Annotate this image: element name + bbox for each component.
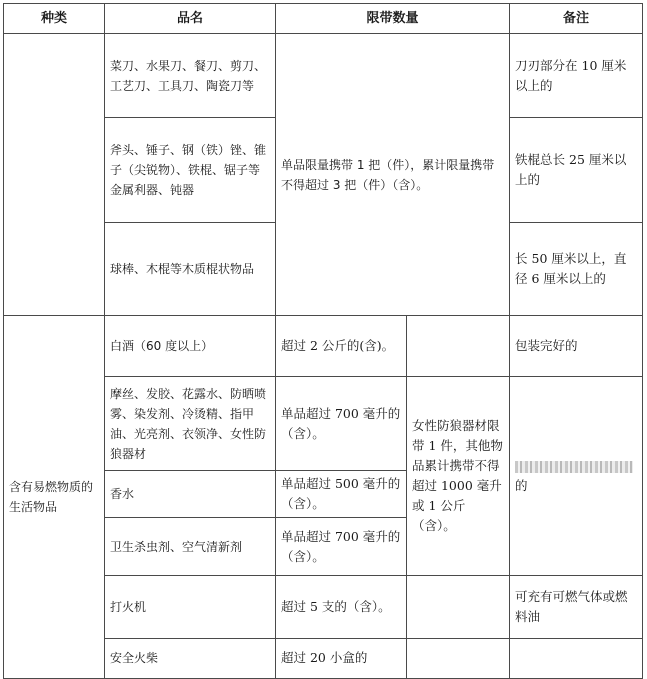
limit-cell: 单品超过 700 毫升的（含）。 [276, 518, 407, 576]
item-name-cell: 安全火柴 [105, 639, 276, 679]
item-name-cell: 卫生杀虫剂、空气清新剂 [105, 518, 276, 576]
header-row [4, 4, 643, 34]
combined-limit-cell: 女性防狼器材限带 1 件，其他物品累计携带不得超过 1000 毫升或 1 公斤（含）。 [407, 377, 510, 576]
empty-cell [510, 639, 643, 679]
item-name-cell: 菜刀、水果刀、餐刀、剪刀、工艺刀、工具刀、陶瓷刀等 [105, 34, 276, 118]
empty-cell [407, 576, 510, 639]
item-name-cell: 斧头、锤子、钢（铁）锉、锥子（尖锐物）、铁棍、锯子等金属利器、钝器 [105, 118, 276, 223]
item-name-cell: 白酒（60 度以上） [105, 316, 276, 377]
limit-cell: 单品超过 500 毫升的（含）。 [276, 471, 407, 518]
remark-cell: 可充有可燃气体或燃料油 [510, 576, 643, 639]
limit-cell: 超过 2 公斤的(含)。 [276, 316, 407, 377]
header-limit-quantity: 限带数量 [276, 4, 510, 34]
limit-cell: 超过 20 小盒的 [276, 639, 407, 679]
remark-cell: 刀刃部分在 10 厘米以上的 [510, 34, 643, 118]
limit-cell: 超过 5 支的（含）。 [276, 576, 407, 639]
remark-cell-redacted [510, 377, 643, 576]
remark-cell: 包装完好的 [510, 316, 643, 377]
item-name-cell: 球棒、木棍等木质棍状物品 [105, 223, 276, 316]
header-item-name: 品名 [105, 4, 276, 34]
restricted-items-table [3, 3, 643, 679]
item-name-cell: 摩丝、发胶、花露水、防晒喷雾、染发剂、冷烫精、指甲油、光亮剂、衣领净、女性防狼器材 [105, 377, 276, 471]
table-row [4, 34, 643, 118]
empty-cell [407, 316, 510, 377]
item-name-cell: 打火机 [105, 576, 276, 639]
category-cell-empty [4, 34, 105, 316]
redacted-text [515, 461, 633, 473]
limit-cell: 单品超过 700 毫升的（含）。 [276, 377, 407, 471]
group1-limit-cell: 单品限量携带 1 把（件），累计限量携带不得超过 3 把（件）（含）。 [276, 34, 510, 316]
remark-suffix: 的 [515, 478, 528, 493]
remark-cell: 铁棍总长 25 厘米以上的 [510, 118, 643, 223]
empty-cell [407, 639, 510, 679]
header-remarks: 备注 [510, 4, 643, 34]
group2-category-cell: 含有易燃物质的生活物品 [4, 316, 105, 679]
item-name-cell: 香水 [105, 471, 276, 518]
table-row [4, 316, 643, 377]
remark-cell: 长 50 厘米以上，直径 6 厘米以上的 [510, 223, 643, 316]
header-category: 种类 [4, 4, 105, 34]
